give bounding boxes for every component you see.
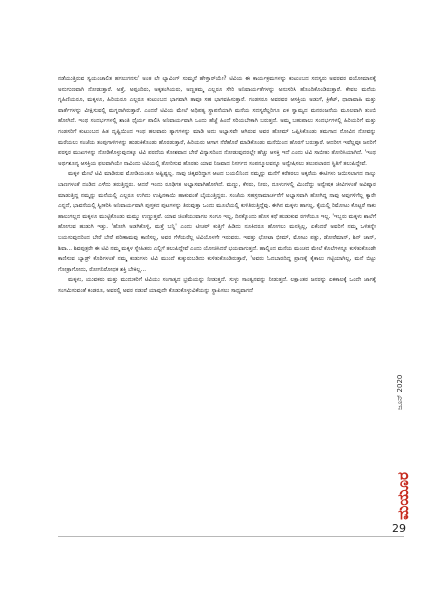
footer-rule <box>58 536 404 537</box>
page-number: 29 <box>392 522 406 535</box>
svg-text:ಮಯೂರ: ಮಯೂರ <box>394 472 412 520</box>
issue-date: ಜೂನ್ 2020 <box>396 374 404 410</box>
article-paragraph: ಮಕ್ಕಳ ಮೇಲೆ ಟಿವಿ ಮಾಡಿರುವ ಮೋಡಿಯಂತೂ ಅಷ್ಟಿಷ್ಟಲ್ಲ. ನಾವು ಚಿಕ್ಕವರಿದ್ದಾಗ ಆಟದ ಬಯಲಿನಿಂದ ನಮ್ಮನ್ನು ಮನೆಗೆ ಕರೆತರಲು ಅಕ್ಕರೆಯ ಈಟಿಗಳು ಜಯಿಸಲಾಗದ ನಾಲ್ಕು ಬಾಣಗಳಂತೆ ದಂಡಿದ ಎಳೆದು ತರುತ್ತಿದ್ದರು. ಆದರೆ ಇಂದು ರೂಢಿಗತ ಅಭ್ಯಾಸವಾಗಿಹೋಗಿದೆ. ಮಣ್ಣು, ಕೆಸರು, ನೀರು, ದೂಳುಗಳಲ್ಲಿ ಮಿಂದೆದ್ದು ಅನ್ವೇಷಕ ಜೀವಿಗಳಂತೆ ಅವಿಷ್ಕಾರ ಮಾಡುತ್ತಿದ್ದ ನಮ್ಮನ್ನು ಮನೆಯಲ್ಲಿ ಎಲ್ಲರೂ ಉಗಿದು ಉಪ್ಪಿನಕಾಯಿ ಹಾಕುವಂತೆ ಬೈಯುತ್ತಿದ್ದರು. ಸಂಜೆಯ ಸಹಸ್ರನಾಮಾರ್ಚನೆಗೆ ಅಭ್ಯಾಸವಾಗಿ ಹೋಗಿದ್ದ ನಾವು ಅವುಗಳಿಗೆಲ್ಲ ಕ್ಯಾರೇ ಎನ್ನದೆ, ಭಾವನೆಯಲ್ಲಿ ಸ್ವೀಕರಿಸಿ ಅನಿವಾರ್ಯವಾಗಿ ಪುಸ್ತಕದ ಪುಟಗಳನ್ನು ತಿರುವುತ್ತಾ ಒಂದು ಮೂಲೆಯಲ್ಲಿ ಕುಳಿತಿರುತ್ತಿದ್ದೆವು. ಈಗಿನ ಮಕ್ಕಳು ಹಾಗಲ್ಲ, ಕೈಯಲ್ಲಿ ರಿಮೋಟು ಕೊಟ್ಟರೆ ಸಾಕು ಹಾಲುಗಲ್ಲದ ಮಕ್ಕಳೂ ಮುಟ್ಟಿಕೊಂಡು ಮಮ್ಮು ಉಣ್ಣುತ್ತವೆ. ಯಾವ ಚಿಂತೆಯುವಾಗಲ ಸಂಗೂ ಇಲ್ಲ, ದಿನಕ್ಕೊಂದು ಹೊಸ ಕಥೆ ಹುಡುಕುವ ರಗಳೆಯೂ ಇಲ್ಲ. 'ಇಬ್ಬರು ಮಕ್ಕಳು ಶಾಲೆಗೆ ಹೋಗುವ ಹುಡುಗಿ ಇತ್ತು. 'ಹೋಗಿ ಅಡಗಿಕೊಳ್ಳಿ, ಮತ್ತೆ ಬನ್ನಿ' ಎಂದು ಟೀಚರ್ ಕುತ್ತಿಗೆ ಹಿಡಿದು ನೂಕಿದರೂ ಹೋಗಲು ಮನಸ್ಸಿಲ್ಲ, ಏಕೆಂದರೆ ಅವರಿಗೆ ನಮ್ಮ ಒಳಿತನ್ನೇ ಬಯಸುವುದರಿಂದ ಬೇರೆ ಬೇರೆ ಪರಿಣಾಮವು ಕಾಣಿಸಲ್ಲ, ಅವರ ಗೆಳೆಯರೆಲ್ಲ ಟಿವಿಯೊಳಗೇ ಇರುವರು. ಇವತ್ತು ಛೋಟಾ ಭೀಮ್, ಮೋಟು ಪತ್ಲು, ಡೋರೆಮಾನ್, ಶಿನ್ ಚಾನ್, ಶಿವಾ... ಶಿವಪುತ್ರರೇ ಈ ಟಿವಿ ನಮ್ಮ ಮಕ್ಕಳ ಸ್ನೇಹಿತರು ಎಲ್ಲಿಗೆ ತಲುಪಿದ್ದೇವೆ ಎಂದು ಯೋಚಿಸಿದರೆ ಭಯವಾಗುತ್ತದೆ. ಹಾಲ್ನಿಂದ ಮನೆಯ ಮಂಚದ ಮೇಲೆ ಕೊಲೆಗಳನ್ನೂ ಕುಳಿತುಕೊಂಡೇ ಕಾಣಿಸುವ ಬ್ಯಾಡ್ರ್ ಕೊಠಿಗಳಂತೆ ನಮ್ಮ ಕುಡುಗಳು ಟಿವಿ ಮುಂದೆ ಕುಕ್ಕುರುಬಡಿದು ಕುಳಿತುಕೊಂಡಿರುತ್ತಾರೆ, 'ಅವರು ಓದಬಾರದಿದ್ದ ಪ್ರಾಣಕ್ಕೆ ಕೈಕಾಲು ಗಟ್ಟಿಯಾಗಿಲ್ಲ, ಮನೆ ಬಿಟ್ಟು ಗೋತ್ರಾಗೋದು, ರೋಗನಿರೋಧಕ ಶಕ್ತಿ ಬೇಕಿಲ್ಲ... <box>58 171 377 273</box>
article-paragraph: ನಡೆಯುತ್ತಿರುವ ಸ್ವಯಂಚಾಲಿತ ಹಗಲುಗನಸು' ಅಂತ ಲೇ ಲ್ಯಾವಿಂಗ್ ಸುಮ್ಮನೆ ಹೇಳ್ತಾರ್‌ಯೇ? ಟಿವಿಯ ಈ ಕಾರ್ಯಕ್ರಮಗಳನ್ನು ಕುಟುಂಬದ ಸದಸ್ಯರು ಅವರವರ ವಯೋಮಾನಕ್ಕೆ ಅನುಗುಣವಾಗಿ ನೋಡುತ್ತಾರೆ. ಅತ್ತೆ, ಅಪ್ಪಂದಿರು, ಅಕ್ಕತಂಗಿಯರು, ಅಣ್ಣತಮ್ಮ ಎಲ್ಲರೂ ಸೇರಿ ಅನಿವಾರ್ಯತೆಗಳನ್ನು ಅನುಸರಿಸಿ ಹೊಂದಿಕೊಂಡಿರುತ್ತಾರೆ. ಕೇವಲ ಮನೆಯ ಗೃಹಿಣಿಯರೂ, ಮಕ್ಕಳೂ, ಹಿರಿಯರೂ ಎಲ್ಲರೂ ಕುಟುಂಬದ ಭಾಗವಾಗಿ ತಾವೂ ಸಹ ಭಾಗವಹಿಸುತ್ತಾರೆ. ಗಂಡಸರೂ ಅವರವರ ಆಸಕ್ತಿಯ ಅಡುಗೆ, ಕ್ರಿಕೆಟ್, ಧಾರಾವಾಹಿ ಮತ್ತು ವಾರ್ತೆಗಳನ್ನು ವೀಕ್ಷಿಸುವಲ್ಲಿ ಮಗ್ನರಾಗಿರುತ್ತಾರೆ. ಎಂದರೆ ಟಿವಿಯ ಮೇಲೆ ಅಧಿಪತ್ಯ ಸ್ಥಾಪನೆಯಾಗಿ ಮನೆಯ ಸದಸ್ಯರೆಲ್ಲರಿಗೂ ಏಕ ಸ್ವಾಮ್ಯದ ಮನರಂಜನೆಯ ಮೂಲವಾಗಿ ತುಂಬಿ ಹೋಗಿದೆ. ಇಂಥ ಸಂದರ್ಭಗಳಲ್ಲಿ ಶಾಂತಿ ಧೈರ್ಯ ಪಾಲಿಸಿ ಅನಿವಾರ್ಯವಾಗಿ ಒಂದು ಹೆಜ್ಜೆ ಹಿಂದೆ ಸರಿಯಬೇಕಾಗಿ ಬರುತ್ತದೆ. ಅಮ್ಮ ಬಹುಪಾಲು ಸಂದರ್ಭಗಳಲ್ಲಿ ಹಿರಿಯರಿಗೆ ಮತ್ತು ಗಂಡಸರಿಗೆ ಕುಟುಂಬದ ಹಿತ ದೃಷ್ಟಿಯಿಂದ ಇಂಥ ಹಲವಾರು ತ್ಯಾಗಗಳನ್ನು ಮಾಡಿ ಅದು ಅಭ್ಯಾಸವೇ ಆಗಿರುವ ಅವರ ಹೋಮ್ ಒಪ್ಪಿಸಿಕೊಂಡು ತಮಗಾದ ನೋವಿನ ನೋವನ್ನು ಮರೆಯಲು ಸಂಜೆಯ ತಂಪುಗಾಳಿಗಳನ್ನು ಹುಡುಕಿಕೊಂಡು ಹೊರಡುತ್ತಾರೆ, ಹಿರಿಯರು ಆಗಾಗ ನೆರೆಹೊರೆ ಮಾಡಿಕೊಂಡು ಮನೆಯಿಂದ ಹೊರಗೆ ಬರುತ್ತಾರೆ. ಆದರೀಗ ಇವೆಲ್ಲವೂ ಜನರಿಗೆ ಪರಸ್ಪರ ಮುಖಗಳನ್ನು ನೋಡಿಕೊಳ್ಳುವುದಕ್ಕೂ ಟಿವಿ ಪರದೆಯ ಕೋಶವಾದ ಬೇರೆ ವಿನ್ಯಾಸದಿಂದ ನೋಡುವುದರಲ್ಲೇ ಹೆಚ್ಚು ಆಸಕ್ತಿ ಇದೆ ಎಂದು ಟಿವಿ ಸಾಬೀತು ತೋರಿಸಿಯಾಗಿದೆ. 'ಇಂಥ ಅರ್ಥಶೂನ್ಯ ಆಸಕ್ತಿಯ ಫಲವಾಗಿಯೇ ನಾವಿಂದು ಟಿವಿಯಲ್ಲಿ ತೋರಿಸುವ ಹೊರತು ಯಾವ ನಿಜವಾದ ನಿಸರ್ಗದ ಸಂಪನ್ಮೂಲವನ್ನೂ ಅನ್ವೇಷಿಸಲು ತಲುಪಲಾರದ ಸ್ಥಿತಿಗೆ ತಲುಪಿದ್ದೇವೆ. <box>58 76 376 167</box>
article-paragraph: ಮಕ್ಕಳು, ಯುವಕರು ಮತ್ತು ಮುದುಕರಿಗೆ ಟಿವಿಯು ಸಂಗಾತ್ಯದ ಭ್ರಮೆಯನ್ನು ನೀಡುತ್ತದೆ. ಸುಳ್ಳು ಸಾಂತ್ವನವನ್ನು ನೀಡುತ್ತದೆ. ಲಕ್ಷಾಂತರ ಜನರನ್ನು ಏಕಕಾಲಕ್ಕೆ ಒಂದೇ ಜಾಗಕ್ಕೆ ಸಂಗಮಿಸುವಂತೆ ಕಂಡರೂ, ಅವರಲ್ಲಿ ಅವರ ನಡುವೆ ಯಾವುದೇ ಕೊಡುಕೊಳ್ಳುವಿಕೆಯನ್ನು ಸ್ಥಾಪಿಸಲು ಸಾಧ್ಯವಾಗದೆ <box>58 277 376 294</box>
magazine-logo <box>387 470 417 522</box>
side-masthead <box>386 0 422 520</box>
article-body <box>58 74 376 296</box>
